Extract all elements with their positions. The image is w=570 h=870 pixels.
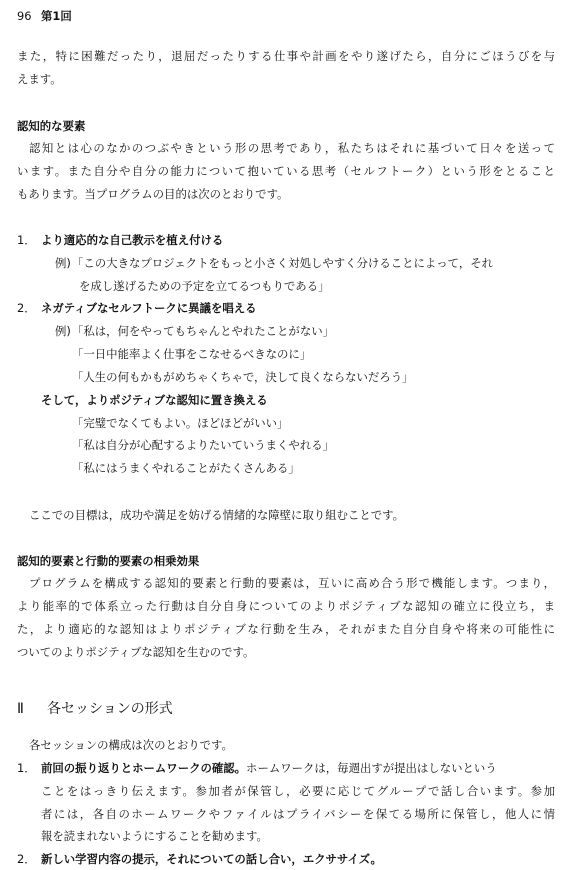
section-2-item-1-line-2: ことをはっきり伝えます。参加者が保管し，必要に応じてグループで話し合います。参加 (41, 784, 555, 798)
item-1-number: 1． (17, 233, 36, 247)
goal-text: ここでの目標は，成功や満足を妨げる情緒的な障壁に取り組むことです。 (29, 508, 404, 522)
item-2-example-label: 例) (55, 324, 71, 338)
intro-line-1: また，特に困難だったり，退屈だったりする仕事や計画をやり遂げたら，自分にごほうびを与 (17, 49, 555, 63)
item-1-example-label: 例) (55, 256, 71, 270)
item-2-example-line-3: 「人生の何もかもがめちゃくちゃで，決して良くならないだろう」 (72, 370, 414, 384)
item-2-subtitle: そして，よりポジティブな認知に置き換える (41, 393, 268, 407)
item-2-sub-line-2: 「私は自分が心配するよりたいていうまくやれる」 (72, 438, 334, 452)
cognitive-heading: 認知的な要素 (17, 119, 86, 133)
section-2-intro: 各セッションの構成は次のとおりです。 (29, 738, 233, 752)
section-2-title: 各セッションの形式 (47, 701, 173, 717)
section-2-item-2-bold: 新しい学習内容の提示，それについての話し合い，エクササイズ。 (41, 852, 382, 866)
section-2-item-1-line-3: 者には，各自のホームワークやファイルはプライバシーを保てる場所に保管し，他人に情 (41, 807, 555, 821)
item-2-example-line-2: 「一日中能率よく仕事をこなせるべきなのに」 (72, 347, 312, 361)
synergy-heading: 認知的要素と行動的要素の相乗効果 (17, 554, 200, 568)
item-1-example-line-2: を成し遂げるための予定を立てるつもりである」 (79, 279, 330, 293)
item-1-title: より適応的な自己教示を植え付ける (41, 233, 224, 247)
section-2-item-2-number: 2． (17, 852, 36, 866)
item-2-sub-line-3: 「私にはうまくやれることがたくさんある」 (72, 461, 300, 475)
synergy-paragraph-line-1: プログラムを構成する認知的要素と行動的要素は，互いに高め合う形で機能します。つまり， (29, 576, 555, 590)
item-2-number: 2． (17, 301, 36, 315)
cognitive-paragraph-line-1: 認知とは心のなかのつぶやきという形の思考であり，私たちはそれに基づいて日々を送って (29, 141, 555, 155)
section-2-item-1-line-4: 報を読まれないようにすることを勧めます。 (41, 829, 268, 843)
page-number: 96 (17, 9, 32, 23)
chapter-label: 第1回 (41, 9, 72, 23)
section-2-item-1-line-1 (41, 760, 497, 776)
section-2-item-1-number: 1． (17, 761, 36, 775)
item-2-example-line-1: 「私は，何をやってもちゃんとやれたことがない」 (72, 324, 334, 338)
synergy-paragraph-line-2: より能率的で体系立った行動は自分自身についてのよりポジティブな認知の確立に役立ち，ま (17, 599, 555, 613)
item-2-title: ネガティブなセルフトークに異議を唱える (41, 301, 257, 315)
synergy-paragraph-line-3: た，より適応的な認知はよりポジティブな行動を生み，それがまた自分自身や将来の可能性に (17, 622, 555, 636)
section-2-item-1-text: ホームワークは，毎週出すが提出はしないという (246, 761, 497, 775)
section-2-numeral: Ⅱ (17, 701, 24, 717)
synergy-paragraph-line-4: ついてのよりポジティブな認知を生むのです。 (17, 645, 255, 659)
item-1-example-line-1: 「この大きなプロジェクトをもっと小さく対処しやすく分けることによって，それ (72, 256, 493, 270)
section-2-item-1-bold: 前回の振り返りとホームワークの確認。 (41, 761, 247, 775)
intro-line-2: えます。 (17, 72, 62, 86)
item-2-sub-line-1: 「完璧でなくてもよい。ほどほどがいい」 (72, 416, 289, 430)
cognitive-paragraph-line-3: もあります。当プログラムの目的は次のとおりです。 (17, 187, 289, 201)
cognitive-paragraph-line-2: います。また自分や自分の能力について抱いている思考（セルフトーク）という形をとること (17, 164, 555, 178)
